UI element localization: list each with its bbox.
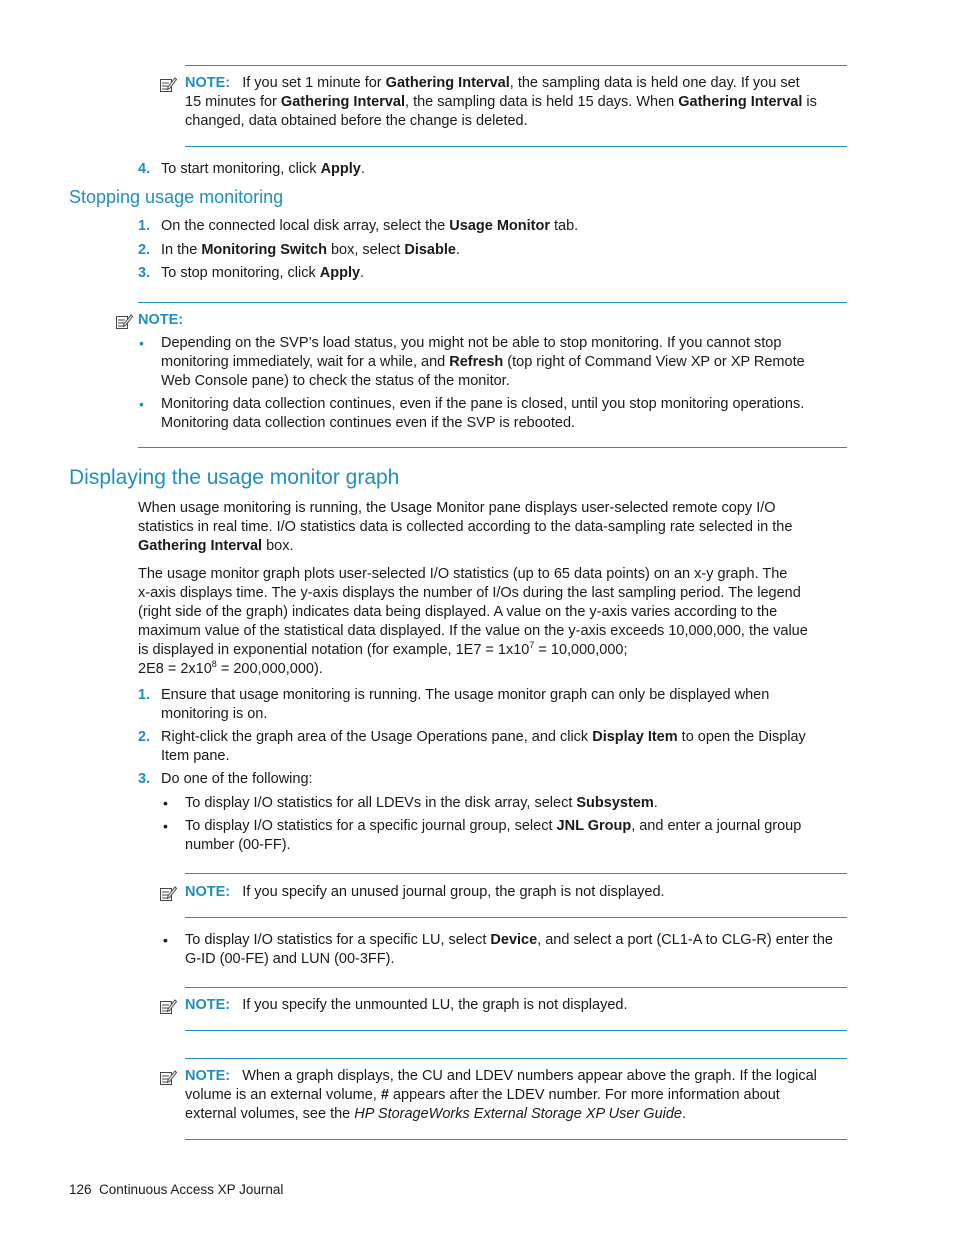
stop-step-3: To stop monitoring, click Apply. bbox=[161, 265, 365, 281]
graph-paragraph-1: When usage monitoring is running, the Usage Monitor pane displays user-selected remote copy I/O statistics in real time. I/O statistics data is collected according to the data-sampling rate selected in the Gathering Interval box. bbox=[138, 500, 793, 554]
graph-paragraph-2: The usage monitor graph plots user-selected I/O statistics (up to 65 data points) on an x-y graph. The x-axis displays time. The y-axis displays the number of I/Os during the last sampling period. The legend (right side of the graph) indicates data being displayed. A value on the y-axis varies according to the maximum value of the statistical data displayed. If the value on the y-axis exceeds 10,000,000, the value is displayed in exponential notation (for example, $1E7 = 1x10^7 = 10,000,000$; $2E8 = 2x10^8 = 200,000,000$). bbox=[138, 566, 808, 677]
page-number: 126 bbox=[69, 1182, 92, 1197]
note-4: NOTE: If you specify the unmounted LU, the graph is not displayed. bbox=[185, 997, 628, 1013]
bullet: • bbox=[163, 795, 168, 811]
note-bottom-rule bbox=[185, 1030, 847, 1031]
step-number: 2. bbox=[138, 729, 151, 745]
sub-bullet-device: To display I/O statistics for a specific LU, select Device, and select a port (CL1-A to CLG-R) enter the G-ID (00-FE) and LUN (00-3FF). bbox=[185, 932, 833, 967]
note-icon bbox=[115, 313, 133, 330]
bullet: • bbox=[139, 335, 144, 351]
note-top-rule bbox=[185, 65, 847, 66]
sub-bullet-jnl-group: To display I/O statistics for a specific journal group, select JNL Group, and enter a journal group number (00-FF). bbox=[185, 818, 802, 853]
note-bottom-rule bbox=[138, 447, 847, 448]
document-title: Continuous Access XP Journal bbox=[99, 1182, 284, 1197]
note-top-rule bbox=[138, 302, 847, 303]
step-number: 3. bbox=[138, 265, 151, 281]
step-number: 3. bbox=[138, 771, 151, 787]
step-number: 1. bbox=[138, 218, 151, 234]
note-top-rule bbox=[185, 1058, 847, 1059]
stop-step-2: In the Monitoring Switch box, select Disable. bbox=[161, 242, 460, 258]
section-heading-graph: Displaying the usage monitor graph bbox=[69, 466, 400, 489]
stop-step-1: On the connected local disk array, select the Usage Monitor tab. bbox=[161, 218, 579, 234]
step-number: 4. bbox=[138, 161, 151, 177]
note-3: NOTE: If you specify an unused journal group, the graph is not displayed. bbox=[185, 884, 665, 900]
graph-step-1: Ensure that usage monitoring is running. The usage monitor graph can only be displayed when monitoring is on. bbox=[161, 687, 770, 722]
graph-step-2: Right-click the graph area of the Usage Operations pane, and click Display Item to open the Display Item pane. bbox=[161, 729, 806, 764]
page-footer bbox=[69, 1180, 283, 1199]
step-number: 2. bbox=[138, 242, 151, 258]
note-bottom-rule bbox=[185, 917, 847, 918]
note-icon bbox=[159, 998, 177, 1015]
step-number: 1. bbox=[138, 687, 151, 703]
note-1: NOTE: If you set 1 minute for Gathering Interval, the sampling data is held one day. If you set 15 minutes for Gathering Interval, the sampling data is held 15 days. When Gathering Interval is changed, data obtained before the change is deleted. bbox=[185, 75, 817, 129]
note-label: NOTE: bbox=[138, 312, 184, 328]
note-top-rule bbox=[185, 987, 847, 988]
note-bottom-rule bbox=[185, 146, 847, 147]
note-icon bbox=[159, 1069, 177, 1086]
note-top-rule bbox=[185, 873, 847, 874]
section-heading-stopping: Stopping usage monitoring bbox=[69, 187, 284, 207]
note-bottom-rule bbox=[185, 1139, 847, 1140]
note-2-bullet-2: Monitoring data collection continues, even if the pane is closed, until you stop monitoring operations. Monitoring data collection continues even if the SVP is rebooted. bbox=[161, 396, 805, 431]
bullet: • bbox=[163, 818, 168, 834]
note-2-bullet-1: Depending on the SVP’s load status, you might not be able to stop monitoring. If you cannot stop monitoring immediately, wait for a while, and Refresh (top right of Command View XP or XP Remote Web Console pane) to check the status of the monitor. bbox=[161, 335, 805, 389]
sub-bullet-subsystem: To display I/O statistics for all LDEVs in the disk array, select Subsystem. bbox=[185, 795, 658, 811]
note-icon bbox=[159, 76, 177, 93]
bullet: • bbox=[139, 396, 144, 412]
note-label: NOTE: bbox=[185, 75, 231, 91]
note-icon bbox=[159, 885, 177, 902]
graph-step-3: Do one of the following: bbox=[161, 771, 313, 787]
note-5: NOTE: When a graph displays, the CU and LDEV numbers appear above the graph. If the logical volume is an external volume, # appears after the LDEV number. For more information about external volumes, see the HP StorageWorks External Storage XP User Guide. bbox=[185, 1068, 817, 1122]
step-4-text: To start monitoring, click Apply. bbox=[161, 161, 365, 177]
bullet: • bbox=[163, 932, 168, 948]
